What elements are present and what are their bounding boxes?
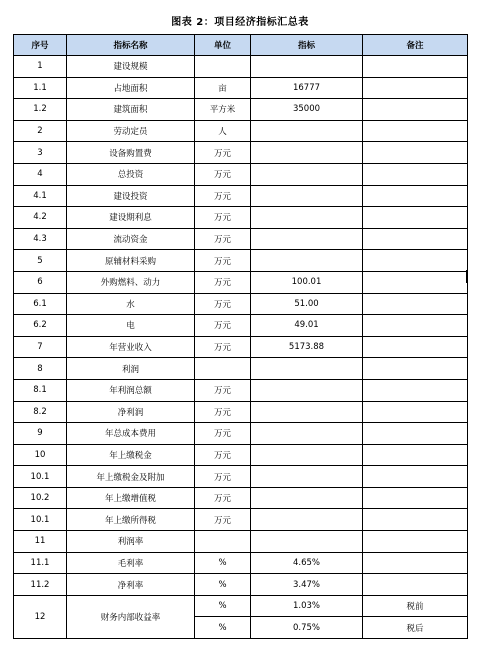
cell-value: 100.01 — [251, 271, 363, 293]
cell-no: 4.3 — [14, 228, 67, 250]
cell-name: 总投资 — [67, 163, 195, 185]
cell-name: 建设期利息 — [67, 207, 195, 229]
cell-unit: 万元 — [195, 250, 251, 272]
table-row — [14, 99, 468, 121]
cell-unit: 万元 — [195, 163, 251, 185]
cell-unit: 万元 — [195, 336, 251, 358]
cell-name: 设备购置费 — [67, 142, 195, 164]
cell-name: 年营业收入 — [67, 336, 195, 358]
cell-value: 16777 — [251, 77, 363, 99]
header-name: 指标名称 — [67, 35, 195, 56]
cell-unit — [195, 531, 251, 553]
cell-note — [363, 99, 468, 121]
cell-unit: % — [195, 595, 251, 617]
cell-value — [251, 163, 363, 185]
cell-name: 电 — [67, 315, 195, 337]
header-no: 序号 — [14, 35, 67, 56]
cell-note — [363, 531, 468, 553]
cell-value — [251, 531, 363, 553]
cell-unit: 万元 — [195, 487, 251, 509]
cell-no: 10 — [14, 444, 67, 466]
cell-no: 6 — [14, 271, 67, 293]
table-row — [14, 466, 468, 488]
cell-no: 6.1 — [14, 293, 67, 315]
cell-no: 7 — [14, 336, 67, 358]
cell-note — [363, 56, 468, 78]
cell-no: 1 — [14, 56, 67, 78]
cell-value — [251, 207, 363, 229]
cell-unit: 万元 — [195, 444, 251, 466]
cell-no: 11 — [14, 531, 67, 553]
cell-value — [251, 185, 363, 207]
cell-note — [363, 163, 468, 185]
cell-note — [363, 185, 468, 207]
cell-no: 5 — [14, 250, 67, 272]
cell-no: 8.2 — [14, 401, 67, 423]
cell-no: 3 — [14, 142, 67, 164]
cell-value — [251, 379, 363, 401]
cell-name: 利润率 — [67, 531, 195, 553]
table-row — [14, 552, 468, 574]
cell-name: 净利润 — [67, 401, 195, 423]
table-row — [14, 379, 468, 401]
table-row — [14, 358, 468, 380]
cell-no: 10.1 — [14, 466, 67, 488]
cell-unit — [195, 56, 251, 78]
cell-unit: 万元 — [195, 379, 251, 401]
page-edge-mark — [466, 270, 468, 283]
cell-value — [251, 120, 363, 142]
cell-unit: 亩 — [195, 77, 251, 99]
cell-note — [363, 401, 468, 423]
economic-indicators-table — [13, 34, 468, 639]
cell-value: 5173.88 — [251, 336, 363, 358]
cell-no: 10.2 — [14, 487, 67, 509]
cell-unit: 万元 — [195, 271, 251, 293]
cell-value — [251, 487, 363, 509]
table-row — [14, 293, 468, 315]
cell-unit: 万元 — [195, 466, 251, 488]
cell-name: 流动资金 — [67, 228, 195, 250]
cell-name: 建筑面积 — [67, 99, 195, 121]
cell-unit: % — [195, 574, 251, 596]
cell-note — [363, 228, 468, 250]
cell-name: 水 — [67, 293, 195, 315]
cell-value — [251, 423, 363, 445]
table-row — [14, 250, 468, 272]
cell-value — [251, 228, 363, 250]
cell-unit — [195, 358, 251, 380]
cell-value — [251, 466, 363, 488]
cell-name: 原辅材料采购 — [67, 250, 195, 272]
cell-unit: 万元 — [195, 207, 251, 229]
cell-value: 49.01 — [251, 315, 363, 337]
cell-value: 3.47% — [251, 574, 363, 596]
cell-unit: 万元 — [195, 185, 251, 207]
cell-note — [363, 293, 468, 315]
header-value: 指标 — [251, 35, 363, 56]
cell-note — [363, 444, 468, 466]
cell-name: 毛利率 — [67, 552, 195, 574]
cell-note — [363, 315, 468, 337]
cell-note — [363, 509, 468, 531]
cell-name: 外购燃料、动力 — [67, 271, 195, 293]
cell-value: 0.75% — [251, 617, 363, 639]
cell-note: 税前 — [363, 595, 468, 617]
cell-unit: % — [195, 552, 251, 574]
table-row — [14, 271, 468, 293]
cell-value: 51.00 — [251, 293, 363, 315]
table-row — [14, 595, 468, 617]
cell-no: 10.1 — [14, 509, 67, 531]
table-row — [14, 77, 468, 99]
cell-note — [363, 379, 468, 401]
cell-note — [363, 120, 468, 142]
table-row — [14, 120, 468, 142]
table-row — [14, 336, 468, 358]
cell-unit: 万元 — [195, 315, 251, 337]
cell-name: 年上缴所得税 — [67, 509, 195, 531]
cell-unit: 万元 — [195, 293, 251, 315]
table-row — [14, 142, 468, 164]
cell-note — [363, 574, 468, 596]
cell-name: 财务内部收益率 — [67, 595, 195, 638]
table-row — [14, 163, 468, 185]
cell-note — [363, 336, 468, 358]
table-row — [14, 509, 468, 531]
cell-value — [251, 142, 363, 164]
cell-name: 年上缴税金及附加 — [67, 466, 195, 488]
cell-value — [251, 401, 363, 423]
cell-unit: 万元 — [195, 142, 251, 164]
cell-unit: 平方米 — [195, 99, 251, 121]
table-row — [14, 423, 468, 445]
cell-note — [363, 207, 468, 229]
cell-name: 年总成本费用 — [67, 423, 195, 445]
cell-no: 8 — [14, 358, 67, 380]
cell-name: 年上缴税金 — [67, 444, 195, 466]
table-row — [14, 487, 468, 509]
cell-unit: 万元 — [195, 228, 251, 250]
cell-note — [363, 250, 468, 272]
header-note: 备注 — [363, 35, 468, 56]
cell-no: 4.2 — [14, 207, 67, 229]
table-row — [14, 228, 468, 250]
cell-note: 税后 — [363, 617, 468, 639]
cell-value: 1.03% — [251, 595, 363, 617]
cell-value — [251, 358, 363, 380]
cell-note — [363, 552, 468, 574]
cell-note — [363, 487, 468, 509]
cell-unit: 万元 — [195, 401, 251, 423]
table-row — [14, 56, 468, 78]
cell-value — [251, 56, 363, 78]
cell-note — [363, 271, 468, 293]
cell-no: 12 — [14, 595, 67, 638]
cell-no: 4.1 — [14, 185, 67, 207]
cell-note — [363, 358, 468, 380]
cell-unit: 人 — [195, 120, 251, 142]
cell-value — [251, 250, 363, 272]
table-row — [14, 401, 468, 423]
cell-note — [363, 142, 468, 164]
cell-note — [363, 466, 468, 488]
cell-name: 年上缴增值税 — [67, 487, 195, 509]
table-row — [14, 531, 468, 553]
header-unit: 单位 — [195, 35, 251, 56]
cell-no: 2 — [14, 120, 67, 142]
cell-name: 建设规模 — [67, 56, 195, 78]
cell-unit: 万元 — [195, 509, 251, 531]
cell-no: 6.2 — [14, 315, 67, 337]
cell-name: 占地面积 — [67, 77, 195, 99]
header-row — [14, 35, 468, 56]
table-row — [14, 315, 468, 337]
cell-name: 年利润总额 — [67, 379, 195, 401]
cell-note — [363, 423, 468, 445]
table-row — [14, 185, 468, 207]
cell-note — [363, 77, 468, 99]
cell-name: 净利率 — [67, 574, 195, 596]
cell-name: 建设投资 — [67, 185, 195, 207]
table-row — [14, 444, 468, 466]
cell-no: 4 — [14, 163, 67, 185]
cell-unit: % — [195, 617, 251, 639]
cell-no: 1.1 — [14, 77, 67, 99]
cell-unit: 万元 — [195, 423, 251, 445]
table-row — [14, 207, 468, 229]
table-row — [14, 574, 468, 596]
cell-no: 8.1 — [14, 379, 67, 401]
table-caption: 图表 2：项目经济指标汇总表 — [171, 17, 309, 28]
cell-no: 1.2 — [14, 99, 67, 121]
cell-name: 劳动定员 — [67, 120, 195, 142]
cell-value — [251, 444, 363, 466]
cell-no: 9 — [14, 423, 67, 445]
cell-name: 利润 — [67, 358, 195, 380]
cell-no: 11.2 — [14, 574, 67, 596]
cell-no: 11.1 — [14, 552, 67, 574]
cell-value: 35000 — [251, 99, 363, 121]
cell-value: 4.65% — [251, 552, 363, 574]
cell-value — [251, 509, 363, 531]
